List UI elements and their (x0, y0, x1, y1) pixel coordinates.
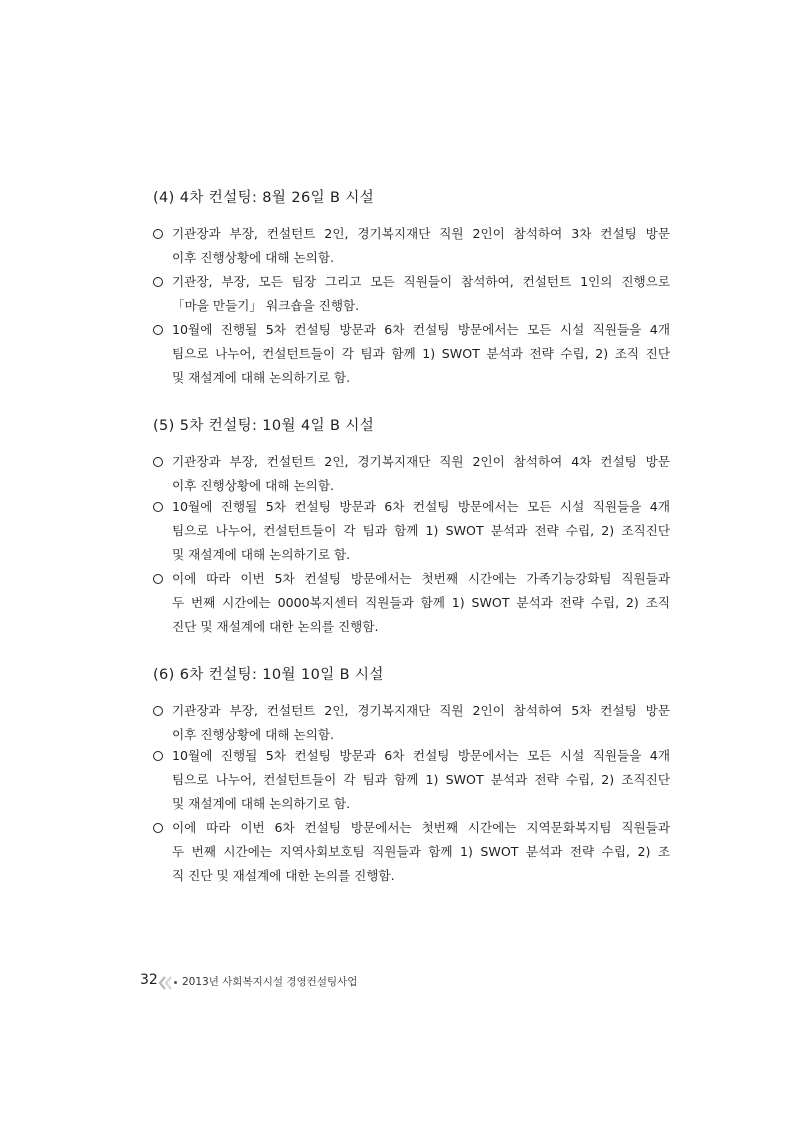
item-line: 기관장, 부장, 모든 팀장 그리고 모든 직원들이 참석하여, 컨설턴트 1인의 진행으로 (172, 274, 670, 289)
circle-bullet-icon (153, 457, 163, 467)
circle-bullet-icon (153, 823, 163, 833)
list-item (150, 452, 670, 492)
list-item (150, 497, 670, 561)
circle-bullet-icon (153, 751, 163, 761)
section-title: (4) 4차 컨설팅: 8월 26일 B 시설 (153, 190, 375, 206)
list-item (150, 272, 670, 312)
item-line: 및 재설계에 대해 논의하기로 함. (172, 547, 351, 562)
double-chevron-left-icon (158, 976, 174, 990)
list-item (150, 569, 670, 633)
circle-bullet-icon (153, 229, 163, 239)
item-line: 및 재설계에 대해 논의하기로 함. (172, 370, 351, 385)
item-line: 기관장과 부장, 컨설턴트 2인, 경기복지재단 직원 2인이 참석하여 4차 컨설팅 방문 (172, 454, 670, 469)
item-line: 「마을 만들기」 워크숍을 진행함. (172, 298, 360, 313)
item-line: 두 번째 시간에는 0000복지센터 직원들과 함께 1) SWOT 분석과 전략 수립, 2) 조직 (172, 595, 670, 610)
item-line: 이후 진행상황에 대해 논의함. (172, 478, 334, 493)
circle-bullet-icon (153, 502, 163, 512)
item-line: 10월에 진행될 5차 컨설팅 방문과 6차 컨설팅 방문에서는 모든 시설 직원들을 4개 (172, 322, 670, 337)
circle-bullet-icon (153, 277, 163, 287)
item-line: 이에 따라 이번 6차 컨설팅 방문에서는 첫번째 시간에는 지역문화복지팀 직원들과 (172, 820, 670, 835)
list-item (150, 701, 670, 741)
item-line: 진단 및 재설계에 대한 논의를 진행함. (172, 619, 379, 634)
separator-dot (174, 981, 177, 984)
item-line: 10월에 진행될 5차 컨설팅 방문과 6차 컨설팅 방문에서는 모든 시설 직원들을 4개 (172, 499, 670, 514)
footer-title: 2013년 사회복지시설 경영컨설팅사업 (182, 976, 358, 988)
section-title: (6) 6차 컨설팅: 10월 10일 B 시설 (153, 667, 384, 683)
list-item (150, 320, 670, 384)
section-title: (5) 5차 컨설팅: 10월 4일 B 시설 (153, 418, 375, 434)
item-line: 팀으로 나누어, 컨설턴트들이 각 팀과 함께 1) SWOT 분석과 전략 수립, 2) 조직진단 (172, 772, 670, 787)
item-line: 기관장과 부장, 컨설턴트 2인, 경기복지재단 직원 2인이 참석하여 5차 컨설팅 방문 (172, 703, 670, 718)
circle-bullet-icon (153, 325, 163, 335)
item-line: 10월에 진행될 5차 컨설팅 방문과 6차 컨설팅 방문에서는 모든 시설 직원들을 4개 (172, 748, 670, 763)
item-line: 기관장과 부장, 컨설턴트 2인, 경기복지재단 직원 2인이 참석하여 3차 컨설팅 방문 (172, 226, 670, 241)
page-number: 32 (140, 972, 158, 988)
circle-bullet-icon (153, 706, 163, 716)
item-line: 이후 진행상황에 대해 논의함. (172, 250, 334, 265)
item-line: 이에 따라 이번 5차 컨설팅 방문에서는 첫번째 시간에는 가족기능강화팀 직원들과 (172, 571, 670, 586)
item-line: 두 번째 시간에는 지역사회보호팀 직원들과 함께 1) SWOT 분석과 전략 수립, 2) 조 (172, 844, 670, 859)
item-line: 및 재설계에 대해 논의하기로 함. (172, 796, 351, 811)
list-item (150, 746, 670, 810)
item-line: 직 진단 및 재설계에 대한 논의를 진행함. (172, 868, 395, 883)
circle-bullet-icon (153, 574, 163, 584)
list-item (150, 818, 670, 882)
item-line: 팀으로 나누어, 컨설턴트들이 각 팀과 함께 1) SWOT 분석과 전략 수립, 2) 조직진단 (172, 523, 670, 538)
item-line: 팀으로 나누어, 컨설턴트들이 각 팀과 함께 1) SWOT 분석과 전략 수립, 2) 조직 진단 (172, 346, 670, 361)
list-item (150, 224, 670, 264)
item-line: 이후 진행상황에 대해 논의함. (172, 727, 334, 742)
